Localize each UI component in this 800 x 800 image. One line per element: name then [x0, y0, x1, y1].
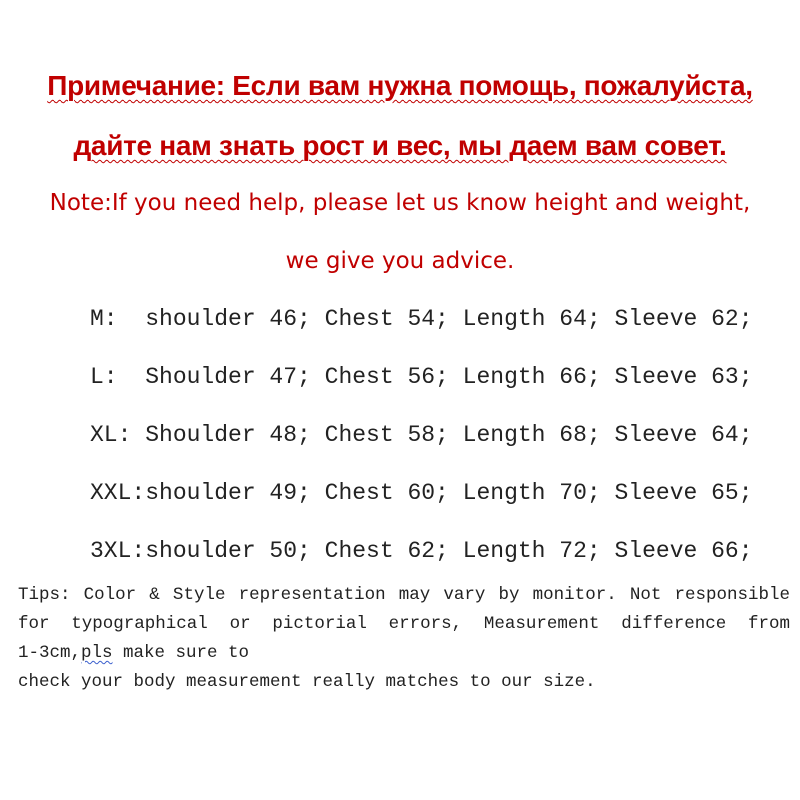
note-russian-line-2-text: дайте нам знать рост и вес, мы даем вам совет. [73, 130, 727, 161]
note-english-line-1: Note:If you need help, please let us know height and weight, [49, 190, 751, 216]
tips-block [18, 581, 790, 697]
size-row-l: L: Shoulder 47; Chest 56; Length 66; Sleeve 63; [90, 364, 753, 390]
tips-line-3-rest: make sure to [112, 643, 250, 663]
note-russian-line-1 [0, 70, 800, 102]
size-row-3xl: 3XL:shoulder 50; Chest 62; Length 72; Sleeve 66; [90, 538, 753, 564]
tips-line-3-pls: pls [81, 643, 113, 663]
tips-line-4: check your body measurement really matches to our size. [18, 672, 596, 692]
size-row-xxl: XXL:shoulder 49; Chest 60; Length 70; Sleeve 65; [90, 480, 753, 506]
tips-line-1: Tips: Color & Style representation may vary by monitor. Not responsible [18, 585, 790, 605]
tips-line-3 [18, 639, 790, 668]
tips-line-2: for typographical or pictorial errors, Measurement difference from [18, 614, 790, 634]
note-russian-line-2 [0, 130, 800, 162]
size-row-xl: XL: Shoulder 48; Chest 58; Length 68; Sleeve 64; [90, 422, 753, 448]
tips-line-3-range: 1-3cm, [18, 643, 82, 663]
note-russian-line-1-text: Примечание: Если вам нужна помощь, пожалуйста, [47, 70, 753, 101]
note-english-line-2: we give you advice. [285, 248, 515, 274]
size-row-m: M: shoulder 46; Chest 54; Length 64; Sleeve 62; [90, 306, 753, 332]
